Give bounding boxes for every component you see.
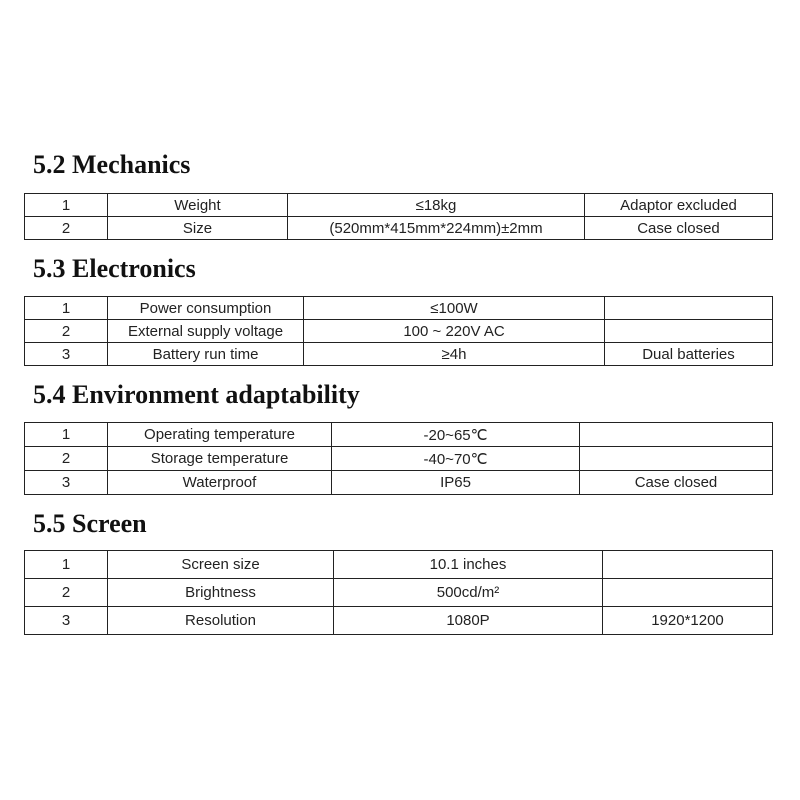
value-cell: ≤18kg	[288, 194, 585, 217]
parameter-cell: Waterproof	[108, 471, 332, 495]
value-cell: 100 ~ 220V AC	[304, 320, 605, 343]
note-cell: 1920*1200	[603, 607, 773, 635]
note-cell	[605, 297, 773, 320]
parameter-cell: Brightness	[108, 579, 334, 607]
section-title-screen: 5.5 Screen	[33, 509, 147, 538]
value-cell: 10.1 inches	[334, 551, 603, 579]
table-row	[25, 579, 773, 607]
note-cell	[580, 423, 773, 447]
parameter-cell: Power consumption	[108, 297, 304, 320]
section-title-electronics: 5.3 Electronics	[33, 254, 196, 283]
value-cell: 500cd/m²	[334, 579, 603, 607]
row-number-cell: 1	[25, 423, 108, 447]
note-cell	[580, 447, 773, 471]
note-cell	[605, 320, 773, 343]
value-cell: IP65	[332, 471, 580, 495]
row-number-cell: 2	[25, 447, 108, 471]
value-cell: ≥4h	[304, 343, 605, 366]
value-cell: -20~65℃	[332, 423, 580, 447]
value-cell: -40~70℃	[332, 447, 580, 471]
note-cell: Adaptor excluded	[585, 194, 773, 217]
parameter-cell: Storage temperature	[108, 447, 332, 471]
note-cell: Case closed	[585, 217, 773, 240]
table-row	[25, 194, 773, 217]
table-row	[25, 217, 773, 240]
row-number-cell: 1	[25, 194, 108, 217]
mechanics-table	[24, 193, 773, 240]
note-cell: Case closed	[580, 471, 773, 495]
environment-table	[24, 422, 773, 495]
parameter-cell: External supply voltage	[108, 320, 304, 343]
row-number-cell: 2	[25, 217, 108, 240]
electronics-table	[24, 296, 773, 366]
section-title-mechanics: 5.2 Mechanics	[33, 150, 191, 179]
parameter-cell: Weight	[108, 194, 288, 217]
screen-table	[24, 550, 773, 635]
note-cell	[603, 579, 773, 607]
value-cell: (520mm*415mm*224mm)±2mm	[288, 217, 585, 240]
row-number-cell: 3	[25, 471, 108, 495]
table-row	[25, 320, 773, 343]
parameter-cell: Size	[108, 217, 288, 240]
table-row	[25, 423, 773, 447]
parameter-cell: Battery run time	[108, 343, 304, 366]
value-cell: 1080P	[334, 607, 603, 635]
row-number-cell: 3	[25, 607, 108, 635]
note-cell	[603, 551, 773, 579]
row-number-cell: 1	[25, 551, 108, 579]
value-cell: ≤100W	[304, 297, 605, 320]
section-title-environment: 5.4 Environment adaptability	[33, 380, 360, 409]
table-row	[25, 607, 773, 635]
parameter-cell: Screen size	[108, 551, 334, 579]
parameter-cell: Operating temperature	[108, 423, 332, 447]
table-row	[25, 447, 773, 471]
row-number-cell: 3	[25, 343, 108, 366]
row-number-cell: 1	[25, 297, 108, 320]
row-number-cell: 2	[25, 320, 108, 343]
row-number-cell: 2	[25, 579, 108, 607]
note-cell: Dual batteries	[605, 343, 773, 366]
table-row	[25, 471, 773, 495]
table-row	[25, 297, 773, 320]
table-row	[25, 551, 773, 579]
table-row	[25, 343, 773, 366]
parameter-cell: Resolution	[108, 607, 334, 635]
